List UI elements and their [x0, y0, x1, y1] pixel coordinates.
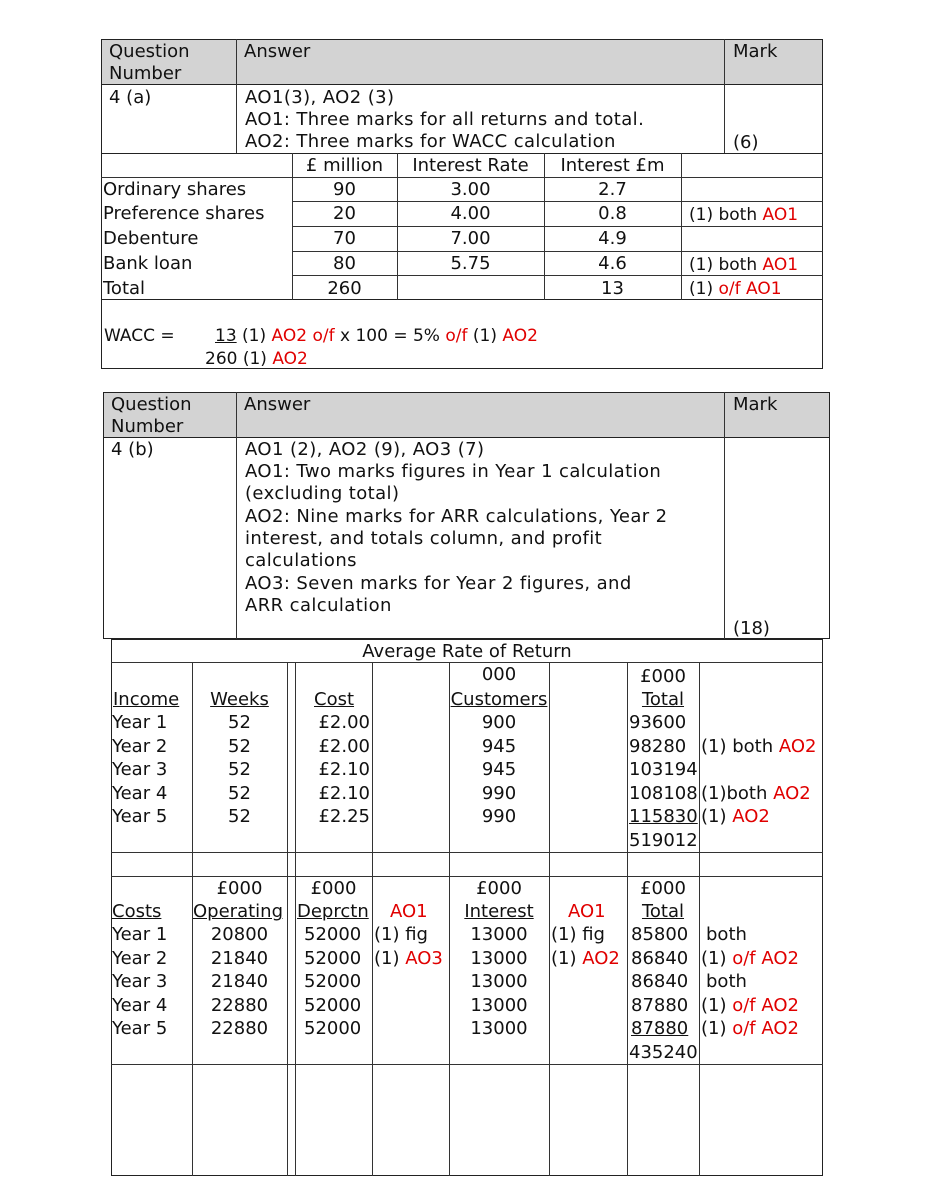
cell-total: 85800 [631, 924, 689, 945]
cell-total: 87880 [631, 995, 689, 1016]
income-h-total: Total [641, 689, 685, 710]
income-h-weeks: Weeks [210, 689, 269, 710]
cell-total: 98280 [629, 736, 687, 757]
row-label: Debenture [103, 228, 199, 249]
row-label: Total [103, 278, 146, 299]
cell-customers: 900 [481, 712, 517, 733]
row-year: Year 2 [112, 948, 168, 969]
cell-customers: 990 [481, 806, 517, 827]
cell-customers: 945 [481, 759, 517, 780]
mark-note: (1) both AO1 [689, 255, 799, 275]
mark-note: (1) o/f AO2 [701, 995, 799, 1016]
cell-interest: 13000 [470, 995, 528, 1016]
costs-h-gbp3: £000 [476, 878, 522, 899]
q4b-header-number: Number [111, 416, 184, 437]
cell-interest: 13000 [470, 948, 528, 969]
q4a-col-million: £ million [305, 155, 384, 176]
costs-h-gbp2: £000 [310, 878, 357, 899]
cell-deprctn: 52000 [304, 924, 362, 945]
cell-deprctn: 52000 [304, 1018, 362, 1039]
cell-rate: 7.00 [450, 228, 491, 249]
cell-deprctn: 52000 [304, 948, 362, 969]
q4b-total-mark: (18) [733, 618, 770, 639]
row-year: Year 5 [112, 1018, 168, 1039]
costs-h-operating: Operating [193, 901, 283, 922]
q4a-header-mark: Mark [733, 41, 778, 62]
costs-h-gbp4: £000 [640, 878, 686, 899]
income-grand-total: 519012 [629, 830, 698, 851]
mark-note: both [706, 924, 747, 945]
income-h-customers: Customers [450, 689, 548, 710]
cell-customers: 945 [481, 736, 517, 757]
cell-cost: £2.00 [318, 736, 370, 757]
row-label: Bank loan [103, 253, 193, 274]
mark-note: (1)both AO2 [701, 783, 811, 804]
row-year: Year 1 [112, 924, 168, 945]
cell-rate: 5.75 [450, 253, 491, 274]
q4b-answer-line: AO1 (2), AO2 (9), AO3 (7) [245, 439, 485, 460]
q4b-header-answer: Answer [244, 394, 311, 415]
dep-mark: (1) AO3 [374, 948, 443, 969]
q4b-header-question: Question [111, 394, 192, 415]
wacc-denominator: 260 (1) AO2 [205, 349, 308, 369]
q4b-header-row [103, 392, 830, 438]
cell-weeks: 52 [228, 736, 251, 757]
mark-note: (1) AO2 [701, 806, 770, 827]
q4a-col-rate: Interest Rate [412, 155, 529, 176]
q4b-answer-line: AO3: Seven marks for Year 2 figures, and [245, 573, 632, 594]
mark-note: (1) o/f AO1 [689, 279, 782, 299]
int-mark: (1) fig [551, 924, 605, 945]
cell-weeks: 52 [228, 783, 251, 804]
row-label: Preference shares [103, 203, 265, 224]
costs-h-gbp1: £000 [216, 878, 263, 899]
q4b-answer-line: AO1: Two marks figures in Year 1 calculation [245, 461, 662, 482]
q4b-answer-line: ARR calculation [245, 595, 392, 616]
income-h-label: Income [113, 689, 180, 710]
cell-cost: £2.25 [318, 806, 370, 827]
cell-interest: 0.8 [598, 203, 627, 224]
row-year: Year 1 [112, 712, 168, 733]
arr-title: Average Rate of Return [362, 641, 572, 662]
costs-h-ao1-b: AO1 [568, 901, 606, 922]
mark-note: (1) both AO2 [701, 736, 817, 757]
cell-interest: 13000 [470, 1018, 528, 1039]
cell-customers: 990 [481, 783, 517, 804]
q4b-answer-line: AO2: Nine marks for ARR calculations, Year 2 [245, 506, 668, 527]
cell-total: 87880 [631, 1018, 689, 1039]
cell-operating: 22880 [210, 1018, 269, 1039]
cell-interest: 4.6 [598, 253, 627, 274]
income-h-cost: Cost [314, 689, 355, 710]
cell-operating: 21840 [210, 971, 269, 992]
costs-h-label: Costs [112, 901, 162, 922]
mark-note: (1) o/f AO2 [701, 948, 799, 969]
cell-interest: 13000 [470, 924, 528, 945]
cell-operating: 21840 [210, 948, 269, 969]
dep-mark: (1) fig [374, 924, 428, 945]
income-h-gbp000: £000 [640, 666, 686, 687]
cell-total: 108108 [629, 783, 698, 804]
costs-h-deprctn: Deprctn [297, 901, 369, 922]
costs-h-interest: Interest [464, 901, 534, 922]
cell-total: 103194 [629, 759, 698, 780]
q4a-answer-line: AO1: Three marks for all returns and total. [245, 109, 645, 130]
cell-weeks: 52 [228, 806, 251, 827]
cell-weeks: 52 [228, 712, 251, 733]
cell-total: 86840 [631, 948, 689, 969]
cell-rate: 4.00 [450, 203, 491, 224]
row-year: Year 4 [112, 995, 168, 1016]
q4a-answer-line: AO2: Three marks for WACC calculation [245, 131, 616, 152]
wacc-numerator: 13 (1) AO2 o/f x 100 = 5% o/f (1) AO2 [215, 326, 538, 346]
row-year: Year 3 [112, 759, 168, 780]
q4b-answer-line: interest, and totals column, and profit [245, 528, 603, 549]
cell-deprctn: 52000 [304, 995, 362, 1016]
q4a-total-mark: (6) [733, 132, 759, 153]
cell-cost: £2.10 [318, 783, 370, 804]
cell-million: 260 [327, 278, 362, 299]
int-mark: (1) AO2 [551, 948, 620, 969]
costs-h-total: Total [641, 901, 685, 922]
q4a-header-number: Number [109, 63, 182, 84]
mark-note: both [706, 971, 747, 992]
costs-grand-total: 435240 [629, 1042, 698, 1063]
cell-total: 115830 [629, 806, 698, 827]
cell-operating: 20800 [210, 924, 269, 945]
q4a-question-number: 4 (a) [109, 87, 152, 108]
costs-h-ao1-a: AO1 [390, 901, 428, 922]
cell-rate: 3.00 [450, 179, 491, 200]
cell-million: 20 [333, 203, 356, 224]
mark-note: (1) o/f AO2 [701, 1018, 799, 1039]
cell-interest: 4.9 [598, 228, 627, 249]
cell-million: 80 [333, 253, 356, 274]
q4b-header-mark: Mark [733, 394, 778, 415]
q4a-header-answer: Answer [244, 41, 311, 62]
q4b-question-number: 4 (b) [111, 439, 154, 460]
cell-operating: 22880 [210, 995, 269, 1016]
cell-million: 90 [333, 179, 356, 200]
q4b-answer-line: (excluding total) [245, 483, 400, 504]
q4a-header-question: Question [109, 41, 190, 62]
q4b-answer-line: calculations [245, 550, 357, 571]
cell-total: 86840 [631, 971, 689, 992]
row-year: Year 5 [112, 806, 168, 827]
cell-interest: 2.7 [598, 179, 627, 200]
wacc-label: WACC = [104, 326, 175, 346]
row-label: Ordinary shares [103, 179, 247, 200]
cell-cost: £2.10 [318, 759, 370, 780]
cell-interest: 13 [601, 278, 624, 299]
cell-deprctn: 52000 [304, 971, 362, 992]
row-year: Year 2 [112, 736, 168, 757]
cell-interest: 13000 [470, 971, 528, 992]
income-h-thousand: 000 [481, 664, 517, 685]
mark-note: (1) both AO1 [689, 205, 799, 225]
cell-million: 70 [333, 228, 356, 249]
row-year: Year 4 [112, 783, 168, 804]
q4a-answer-line: AO1(3), AO2 (3) [245, 87, 395, 108]
cell-cost: £2.00 [318, 712, 370, 733]
q4a-header-row [101, 39, 823, 85]
cell-total: 93600 [629, 712, 687, 733]
cell-weeks: 52 [228, 759, 251, 780]
row-year: Year 3 [112, 971, 168, 992]
q4a-col-interest: Interest £m [560, 155, 665, 176]
